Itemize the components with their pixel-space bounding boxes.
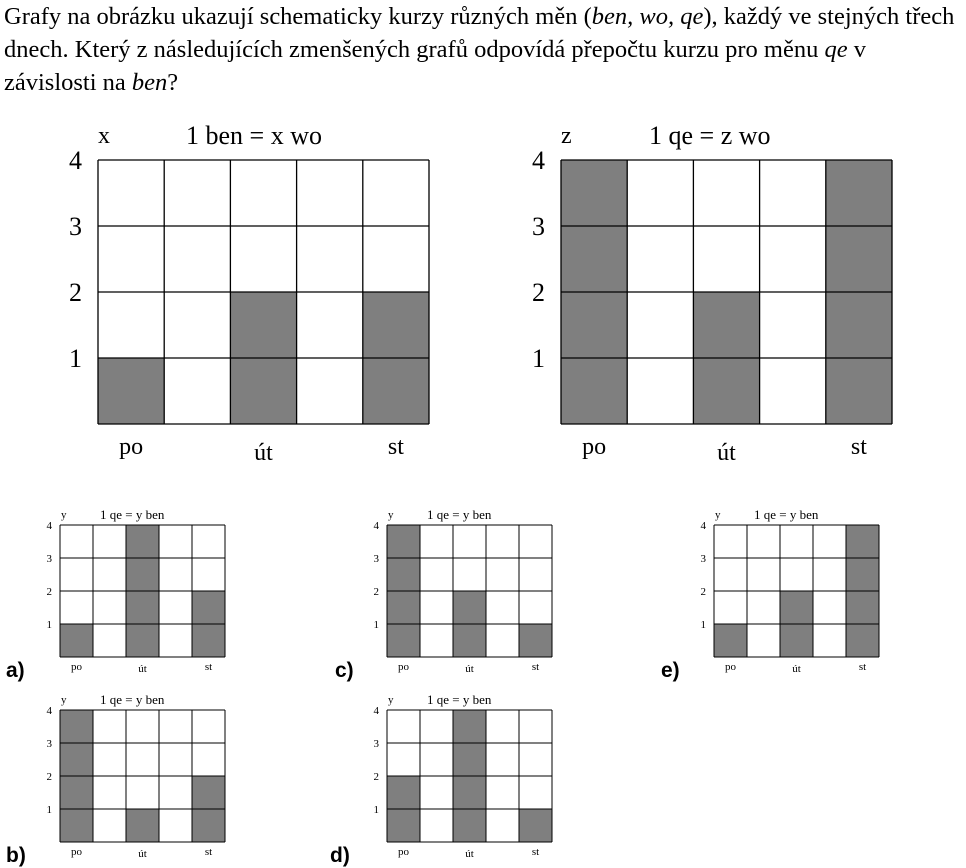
chart-e	[661, 507, 879, 682]
category-label: út	[254, 440, 273, 466]
category-label: st	[204, 846, 213, 858]
chart-title: 1 qe = y ben	[427, 507, 492, 522]
option-label-a: a)	[6, 659, 25, 682]
chart-a	[6, 507, 225, 682]
category-label: st	[531, 661, 540, 673]
chart-b	[6, 692, 225, 867]
bar-e-0	[714, 624, 747, 657]
category-label: út	[138, 663, 147, 675]
category-label: po	[119, 434, 144, 460]
y-variable-label: y	[61, 509, 67, 521]
category-label: út	[465, 663, 474, 675]
question-suffix: ?	[167, 69, 179, 96]
y-tick-label: 3	[532, 212, 545, 241]
chart-title: 1 ben = x wo	[186, 121, 322, 150]
category-label: st	[850, 434, 867, 460]
category-label: st	[531, 846, 540, 858]
y-variable-label: y	[388, 694, 394, 706]
bar-d-4	[519, 809, 552, 842]
category-label: út	[792, 663, 801, 675]
chart-d	[330, 692, 552, 867]
bar-x-0	[98, 358, 164, 424]
y-tick-label: 4	[700, 520, 706, 532]
y-tick-label: 2	[532, 278, 545, 307]
y-tick-label: 3	[373, 553, 379, 565]
question-target-currency: qe	[824, 36, 848, 63]
y-tick-label: 4	[46, 520, 52, 532]
category-label: st	[204, 661, 213, 673]
y-tick-label: 4	[69, 146, 82, 175]
bar-b-2	[126, 809, 159, 842]
category-label: st	[858, 661, 867, 673]
y-tick-label: 1	[700, 619, 706, 631]
category-label: st	[387, 434, 404, 460]
category-label: po	[725, 661, 736, 673]
chart-c	[335, 507, 552, 682]
bar-a-0	[60, 624, 93, 657]
chart-x	[69, 121, 429, 466]
y-tick-label: 1	[373, 804, 379, 816]
y-tick-label: 3	[46, 553, 52, 565]
category-label: po	[582, 434, 607, 460]
option-label-c: c)	[335, 659, 354, 682]
y-tick-label: 4	[532, 146, 545, 175]
chart-z	[532, 121, 892, 466]
category-label: po	[398, 661, 409, 673]
category-label: po	[398, 846, 409, 858]
category-label: út	[717, 440, 736, 466]
y-tick-label: 3	[700, 553, 706, 565]
y-variable-label: z	[561, 123, 572, 149]
category-label: po	[71, 846, 82, 858]
y-tick-label: 1	[46, 804, 52, 816]
question-base-currency: ben	[131, 69, 168, 96]
chart-title: 1 qe = y ben	[427, 692, 492, 707]
chart-title: 1 qe = y ben	[100, 692, 165, 707]
chart-title: 1 qe = y ben	[100, 507, 165, 522]
y-tick-label: 3	[46, 738, 52, 750]
y-tick-label: 1	[46, 619, 52, 631]
y-tick-label: 3	[69, 212, 82, 241]
chart-title: 1 qe = z wo	[649, 121, 771, 150]
category-label: út	[138, 848, 147, 860]
y-tick-label: 2	[373, 771, 379, 783]
option-label-e: e)	[661, 659, 680, 682]
chart-title: 1 qe = y ben	[754, 507, 819, 522]
y-tick-label: 2	[46, 586, 52, 598]
question-currencies: ben, wo, qe	[591, 3, 704, 30]
y-variable-label: y	[61, 694, 67, 706]
option-label-b: b)	[6, 844, 26, 867]
question-prefix: Grafy na obrázku ukazují schematicky kurzy různých měn (	[4, 3, 592, 30]
y-variable-label: y	[715, 509, 721, 521]
y-tick-label: 4	[373, 705, 379, 717]
y-variable-label: y	[388, 509, 394, 521]
bar-c-4	[519, 624, 552, 657]
y-tick-label: 2	[46, 771, 52, 783]
category-label: po	[71, 661, 82, 673]
category-label: út	[465, 848, 474, 860]
y-tick-label: 4	[373, 520, 379, 532]
y-tick-label: 1	[69, 344, 82, 373]
y-tick-label: 2	[373, 586, 379, 598]
y-tick-label: 3	[373, 738, 379, 750]
y-tick-label: 2	[69, 278, 82, 307]
option-label-d: d)	[330, 844, 350, 867]
y-tick-label: 4	[46, 705, 52, 717]
question-middle: ), každý ve stejných třech dnech. Který z následujících zmenšených grafů odpovídá přepočtu kurzu pro měnu	[4, 3, 955, 63]
question-middle2: v závislosti na	[4, 36, 866, 96]
y-variable-label: x	[98, 123, 110, 149]
y-tick-label: 1	[532, 344, 545, 373]
y-tick-label: 2	[700, 586, 706, 598]
y-tick-label: 1	[373, 619, 379, 631]
